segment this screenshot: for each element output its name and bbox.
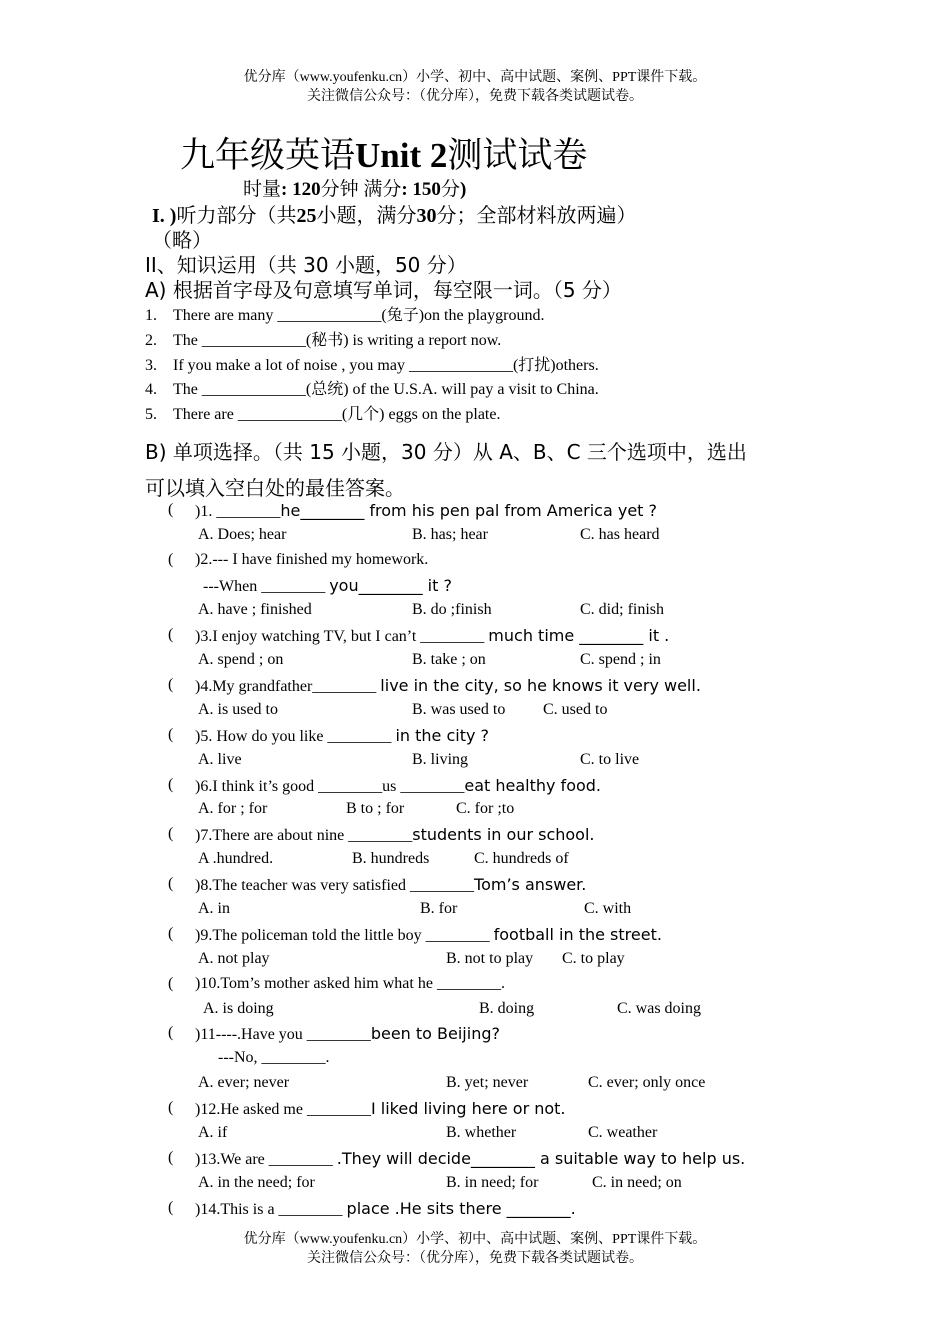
option-b: B. not to play (446, 950, 534, 967)
time-and-score (243, 174, 466, 201)
item-number: 1. (145, 307, 157, 324)
question-stem: )13.We are ________ (195, 1151, 337, 1168)
option-b: B. yet; never (446, 1074, 529, 1091)
question-12 (195, 1099, 566, 1119)
question-6 (195, 776, 601, 796)
option-b: B. for (420, 900, 458, 917)
option-a: A. if (198, 1124, 228, 1141)
question-3 (195, 626, 669, 646)
option-c: C. did; finish (580, 601, 665, 618)
question-stem: )8.The teacher was very satisfied ________ (195, 877, 475, 894)
answer-paren: ( (168, 1024, 174, 1041)
question-7 (195, 825, 595, 845)
answer-paren: ( (168, 825, 174, 842)
question-stem: ---When ________ (203, 578, 330, 595)
page-title (180, 128, 587, 178)
option-c: C. to live (580, 751, 640, 768)
answer-paren: ( (168, 925, 174, 942)
time-label: 时量 (243, 179, 282, 200)
part-b-instruction-2: 可以填入空白处的最佳答案。 (145, 476, 405, 500)
answer-paren: ( (168, 626, 174, 643)
item-text: There are many _____________(兔子)on the playground. (173, 307, 545, 324)
question-stem-rest: much time ________ it . (488, 626, 670, 645)
option-a: A. is doing (203, 1000, 274, 1017)
option-b: B. whether (446, 1124, 517, 1141)
question-stem: )11----.Have you ________ (195, 1026, 371, 1043)
question-stem: )3.I enjoy watching TV, but I can’t ________ (195, 628, 489, 645)
question-stem-rest: you________ it ? (329, 576, 452, 595)
section-text-1: 听力部分（共 (176, 205, 297, 227)
title-suffix: 测试试卷 (447, 136, 588, 175)
item-text: If you make a lot of noise , you may _____________(打扰)others. (173, 357, 599, 374)
question-stem: )12.He asked me ________ (195, 1101, 371, 1118)
answer-paren: ( (168, 501, 174, 518)
option-c: C. with (584, 900, 632, 917)
option-b: B. doing (479, 1000, 535, 1017)
section-text-3: 分；全部材料放两遍） (436, 205, 637, 227)
answer-paren: ( (168, 776, 174, 793)
option-c: C. used to (543, 701, 608, 718)
question-count: 25 (296, 205, 317, 227)
option-a: A .hundred. (198, 850, 274, 867)
question-stem-rest: students in our school. (412, 825, 595, 844)
option-c: C. for ;to (456, 800, 515, 817)
question-8 (195, 875, 586, 895)
answer-paren: ( (168, 875, 174, 892)
question-stem-rest: I liked living here or not. (370, 1099, 566, 1118)
list-item (145, 376, 599, 399)
question-stem-rest: been to Beijing? (370, 1024, 500, 1043)
item-number: 4. (145, 381, 157, 398)
time-value: : 120 (281, 179, 321, 200)
question-stem: )1. ________ (195, 503, 281, 520)
question-13 (195, 1149, 745, 1169)
option-c: C. has heard (580, 526, 660, 543)
item-text: The _____________(秘书) is writing a report now. (173, 332, 502, 349)
item-number: 2. (145, 332, 157, 349)
option-c: C. weather (588, 1124, 658, 1141)
question-stem: )4.My grandfather________ (195, 678, 381, 695)
option-b: B. has; hear (412, 526, 488, 543)
option-a: A. ever; never (198, 1074, 290, 1091)
question-10: )10.Tom’s mother asked him what he ________. (195, 975, 505, 992)
question-stem: )9.The policeman told the little boy ________ (195, 927, 494, 944)
item-number: 3. (145, 357, 157, 374)
footer-line-2: 关注微信公众号：（优分库），免费下载各类试题试卷。 (307, 1251, 643, 1266)
question-9 (195, 925, 662, 945)
section-knowledge-title: II、知识运用（共 30 小题，50 分） (145, 253, 467, 277)
list-item (145, 352, 599, 375)
score-unit: 分 (440, 179, 460, 200)
question-stem-rest: in the city ? (395, 726, 490, 745)
answer-paren: ( (168, 1149, 174, 1166)
section-text-2: 小题，满分 (316, 205, 417, 227)
question-stem-rest: place .He sits there ________. (346, 1199, 576, 1218)
question-stem: )6.I think it’s good ________us ________ (195, 778, 465, 795)
option-a: A. spend ; on (198, 651, 284, 668)
option-a: A. is used to (198, 701, 278, 718)
option-b: B. living (412, 751, 469, 768)
question-stem-rest: eat healthy food. (464, 776, 602, 795)
part-b-instruction-1: B) 单项选择。（共 15 小题，30 分）从 A、B、C 三个选项中，选出 (145, 440, 747, 464)
section-listening-omitted: （略） (152, 230, 212, 252)
question-stem-rest: football in the street. (493, 925, 662, 944)
header-line-1: 优分库（www.youfenku.cn）小学、初中、高中试题、案例、PPT课件下载。 (243, 70, 707, 85)
option-b: B. take ; on (412, 651, 486, 668)
option-b: B to ; for (346, 800, 405, 817)
question-stem: )5. How do you like ________ (195, 728, 396, 745)
option-a: A. Does; hear (198, 526, 287, 543)
answer-paren: ( (168, 1199, 174, 1216)
question-stem-rest: .They will decide________ a suitable way to help us. (336, 1149, 746, 1168)
question-stem-rest: he________ from his pen pal from America yet ? (280, 501, 658, 520)
list-item (145, 401, 500, 424)
option-a: A. live (198, 751, 242, 768)
question-stem-rest: Tom’s answer. (474, 875, 587, 894)
question-5 (195, 726, 489, 746)
score-label: 分钟 满分 (320, 179, 402, 200)
option-c: C. spend ; in (580, 651, 661, 668)
section-number: I. ) (152, 205, 177, 227)
question-4 (195, 676, 701, 696)
score-value: : 150 (401, 179, 441, 200)
option-c: C. was doing (617, 1000, 701, 1017)
item-number: 5. (145, 406, 157, 423)
answer-paren: ( (168, 551, 174, 568)
option-c: C. ever; only once (588, 1074, 706, 1091)
option-b: B. do ;finish (412, 601, 492, 618)
item-text: There are _____________(几个) eggs on the plate. (173, 406, 501, 423)
title-unit: Unit 2 (355, 136, 448, 175)
option-b: B. was used to (412, 701, 506, 718)
list-item (145, 327, 501, 350)
question-11-reply: ---No, ________. (218, 1049, 330, 1066)
question-2-reply (203, 576, 452, 596)
title-prefix: 九年级英语 (180, 136, 356, 175)
section-listening (152, 199, 636, 228)
question-stem: )7.There are about nine ________ (195, 827, 413, 844)
question-11 (195, 1024, 500, 1044)
option-a: A. in (198, 900, 230, 917)
list-item (145, 302, 544, 325)
item-text: The _____________(总统) of the U.S.A. will pay a visit to China. (173, 381, 599, 398)
question-14 (195, 1199, 576, 1219)
option-c: C. hundreds of (474, 850, 569, 867)
question-2: )2.--- I have finished my homework. (195, 551, 429, 568)
answer-paren: ( (168, 975, 174, 992)
option-c: C. to play (562, 950, 625, 967)
answer-paren: ( (168, 1099, 174, 1116)
section-score: 30 (416, 205, 437, 227)
option-a: A. in the need; for (198, 1174, 315, 1191)
part-a-instruction: A) 根据首字母及句意填写单词，每空限一词。（5 分） (145, 278, 622, 302)
option-a: A. for ; for (198, 800, 268, 817)
answer-paren: ( (168, 726, 174, 743)
option-b: B. hundreds (352, 850, 430, 867)
question-1 (195, 501, 657, 521)
option-b: B. in need; for (446, 1174, 539, 1191)
option-a: A. have ; finished (198, 601, 312, 618)
option-c: C. in need; on (592, 1174, 682, 1191)
header-line-2: 关注微信公众号：（优分库），免费下载各类试题试卷。 (307, 89, 643, 104)
question-stem-rest: live in the city, so he knows it very well. (380, 676, 701, 695)
option-a: A. not play (198, 950, 270, 967)
footer-line-1: 优分库（www.youfenku.cn）小学、初中、高中试题、案例、PPT课件下载。 (243, 1232, 707, 1247)
answer-paren: ( (168, 676, 174, 693)
closing-paren: ) (459, 179, 467, 200)
question-stem: )14.This is a ________ (195, 1201, 347, 1218)
